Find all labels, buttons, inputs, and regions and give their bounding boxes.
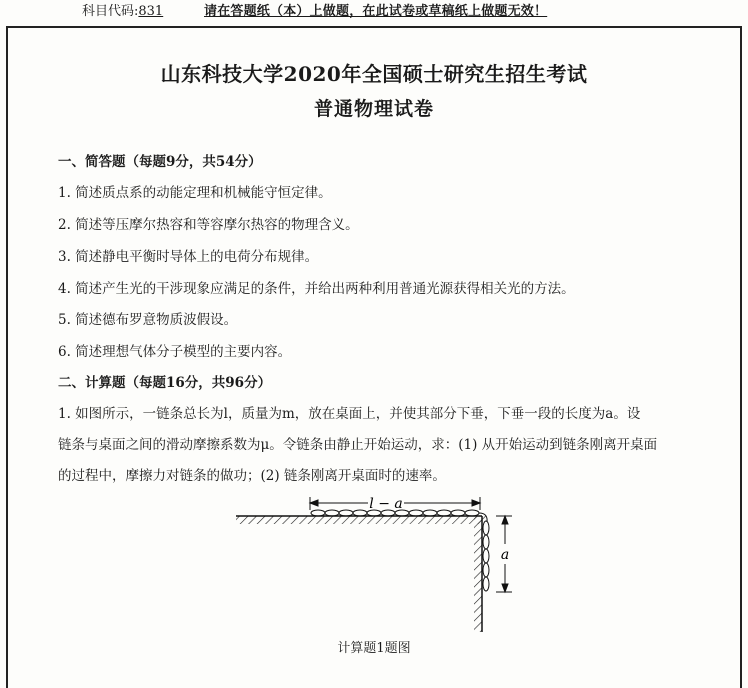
answer-warning: 请在答题纸（本）上做题，在此试卷或草稿纸上做题无效！ <box>204 4 548 19</box>
question-2-1-line-1: 1. 如图所示，一链条总长为l，质量为m，放在桌面上，并使其部分下垂，下垂一段的长度为a。设 <box>58 406 641 422</box>
section-2-heading: 二、计算题（每题16分，共96分） <box>58 375 272 391</box>
question-1-5: 5. 简述德布罗意物质波假设。 <box>58 312 238 328</box>
question-2-1-line-2: 链条与桌面之间的滑动摩擦系数为μ。令链条由静止开始运动，求：(1) 从开始运动到链条刚离开桌面 <box>58 437 658 453</box>
table-side-hatch <box>474 516 482 632</box>
dimension-label-side: a <box>500 547 510 563</box>
exam-subtitle: 普通物理试卷 <box>313 98 434 120</box>
subject-code-value: 831 <box>138 4 164 19</box>
section-1-heading: 一、简答题（每题9分，共54分） <box>58 154 262 170</box>
figure-caption: 计算题1题图 <box>337 641 411 656</box>
dimension-label-top: l − a <box>369 496 403 512</box>
question-1-1: 1. 简述质点系的动能定理和机械能守恒定律。 <box>58 185 332 201</box>
table-top-hatch <box>236 516 486 524</box>
question-1-6: 6. 简述理想气体分子模型的主要内容。 <box>58 344 292 360</box>
exam-title: 山东科技大学2020年全国硕士研究生招生考试 <box>160 62 588 86</box>
question-1-3: 3. 简述静电平衡时导体上的电荷分布规律。 <box>58 249 319 265</box>
subject-code: 科目代码:831 <box>82 4 164 19</box>
question-2-1-line-3: 的过程中，摩擦力对链条的做功；(2) 链条刚离开桌面时的速率。 <box>58 468 446 484</box>
question-1-2: 2. 简述等压摩尔热容和等容摩尔热容的物理含义。 <box>58 217 359 233</box>
question-1-4: 4. 简述产生光的干涉现象应满足的条件，并给出两种利用普通光源获得相关光的方法。 <box>58 281 575 297</box>
chain-vertical <box>483 521 489 591</box>
